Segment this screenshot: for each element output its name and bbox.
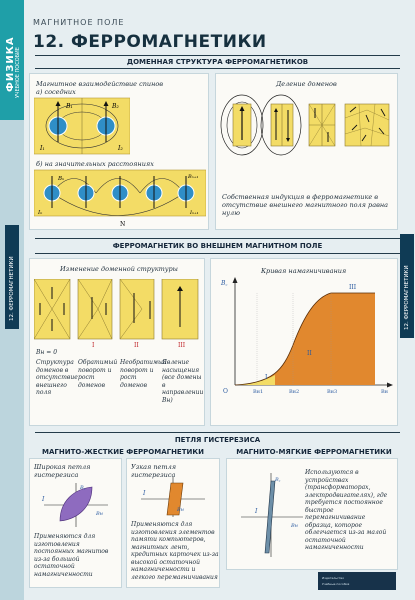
left-tab-label: 12. ФЕРРОМАГНЕТИКИ bbox=[9, 256, 15, 321]
domain-change-panel bbox=[29, 258, 205, 426]
svg-text:Bн1: Bн1 bbox=[253, 389, 264, 395]
stage-description-1: Обратимый поворот и рост доменов bbox=[78, 359, 118, 389]
section-title-external-field: ФЕРРОМАГНЕТИК ВО ВНЕШНЕМ МАГНИТНОМ ПОЛЕ bbox=[112, 242, 323, 250]
svg-text:Bн: Bн bbox=[177, 507, 184, 513]
division-caption: Деление доменов bbox=[276, 80, 337, 88]
right-section-tab bbox=[400, 234, 414, 338]
magnetization-curve-panel bbox=[210, 258, 398, 426]
section-title-domain: ДОМЕННАЯ СТРУКТУРА ФЕРРОМАГНЕТИКОВ bbox=[126, 58, 309, 66]
svg-text:B꜀: B꜀ bbox=[80, 485, 86, 491]
domain-change-diagram bbox=[34, 279, 202, 351]
hard-ferromagnets-title: МАГНИТО-ЖЕСТКИЕ ФЕРРОМАГНЕТИКИ bbox=[42, 448, 204, 456]
page-title: 12. ФЕРРОМАГНЕТИКИ bbox=[33, 32, 267, 52]
right-tab-label: 12. ФЕРРОМАГНЕТИКИ bbox=[404, 265, 410, 330]
svg-text:Iₙ₊₁: Iₙ₊₁ bbox=[190, 210, 199, 216]
wide-loop-diagram bbox=[40, 481, 112, 533]
svg-text:Bн: Bн bbox=[96, 511, 103, 517]
change-caption: Изменение доменной структуры bbox=[60, 265, 178, 273]
svg-text:II: II bbox=[307, 350, 312, 357]
field-label-0: Bн = 0 bbox=[36, 349, 58, 356]
wide-loop-caption: Широкая петля гистерезиса bbox=[34, 463, 91, 480]
wide-loop-text: Применяются для изготовления постоянных магнитов из-за большой остаточной намагниченности bbox=[34, 533, 109, 578]
page-subtitle: МАГНИТНОЕ ПОЛЕ bbox=[33, 18, 125, 27]
svg-text:III: III bbox=[349, 284, 357, 291]
svg-text:I: I bbox=[92, 342, 95, 347]
spin-neighbors-diagram bbox=[34, 96, 130, 162]
svg-text:B꜀: B꜀ bbox=[221, 280, 228, 287]
soft-panel bbox=[226, 458, 398, 570]
spin-caption: Магнитное взаимодействие спинов bbox=[36, 80, 164, 88]
soft-text: Используются в устройствах (трансформаторах, электродвигателях), где требуется постоянное быстрое перемагничивание образца, которое облегчается из-за малой остаточной намагниченности bbox=[305, 469, 388, 551]
far-caption: б) на значительных расстояниях bbox=[36, 160, 154, 168]
svg-text:N: N bbox=[120, 221, 126, 228]
svg-text:B₁: B₁ bbox=[66, 103, 73, 110]
svg-text:B₂: B₂ bbox=[112, 103, 119, 110]
spin-far-diagram bbox=[34, 168, 206, 232]
domain-division-diagram bbox=[219, 90, 397, 164]
svg-text:I: I bbox=[42, 496, 45, 503]
neighbors-caption: а) соседних bbox=[36, 88, 76, 96]
footer-line-1: Учебные пособия bbox=[322, 582, 350, 586]
svg-text:Bн2: Bн2 bbox=[289, 389, 300, 395]
narrow-loop-panel bbox=[126, 458, 220, 588]
footer-line-0: Издательство bbox=[322, 576, 345, 580]
section-rule bbox=[35, 55, 400, 56]
narrow-loop-text: Применяются для изготовления элементов памяти компьютеров, магнитных лент, кредитных карточек из-за высокой остаточной намагниченности и легкого перемагничивания bbox=[131, 521, 219, 581]
left-section-tab bbox=[5, 225, 19, 329]
spin-panel bbox=[29, 73, 209, 230]
narrow-loop-diagram bbox=[137, 475, 209, 523]
svg-text:I₁: I₁ bbox=[40, 145, 45, 152]
publisher-footer bbox=[318, 572, 396, 590]
svg-text:I₂: I₂ bbox=[118, 145, 123, 152]
section-rule bbox=[35, 68, 400, 69]
svg-text:Bн: Bн bbox=[291, 523, 298, 529]
self-induction-text: Собственная индукция в ферромагнетике в отсутствие внешнего магнитного поля равна нулю bbox=[222, 193, 389, 218]
narrow-loop-caption: Узкая петля гистерезиса bbox=[131, 463, 177, 480]
stage-description-0: Структура доменов в отсутствие внешнего поля bbox=[36, 359, 78, 396]
brand-subtitle: УЧЕБНОЕ ПОСОБИЕ bbox=[15, 47, 21, 98]
domain-division-panel bbox=[215, 73, 398, 230]
svg-text:O: O bbox=[223, 388, 228, 395]
section-rule bbox=[35, 432, 400, 433]
svg-text:I: I bbox=[255, 508, 258, 515]
svg-text:III: III bbox=[178, 342, 186, 347]
svg-text:II: II bbox=[134, 342, 139, 347]
soft-loop-diagram bbox=[237, 469, 307, 563]
curve-title: Кривая намагничивания bbox=[261, 267, 347, 275]
brand-block bbox=[0, 0, 24, 120]
svg-text:Bₙ: Bₙ bbox=[58, 176, 65, 182]
soft-ferromagnets-title: МАГНИТО-МЯГКИЕ ФЕРРОМАГНЕТИКИ bbox=[236, 448, 392, 456]
svg-text:B꜀: B꜀ bbox=[275, 477, 281, 483]
brand-title: ФИЗИКА bbox=[5, 36, 16, 92]
svg-text:Iₙ: Iₙ bbox=[38, 210, 43, 216]
magnetization-curve-chart bbox=[213, 275, 395, 399]
svg-text:I: I bbox=[265, 374, 268, 381]
svg-text:Bₙ₊₁: Bₙ₊₁ bbox=[188, 174, 199, 180]
svg-text:Bн3: Bн3 bbox=[327, 389, 338, 395]
svg-text:Bн: Bн bbox=[381, 389, 389, 395]
stage-description-3: Явление насыщения (все домены в направлении Bн) bbox=[162, 359, 204, 404]
stage-description-2: Необратимый поворот и рост доменов bbox=[120, 359, 167, 389]
svg-text:I: I bbox=[143, 490, 146, 497]
section-rule bbox=[35, 253, 400, 254]
section-title-hysteresis: ПЕТЛЯ ГИСТЕРЕЗИСА bbox=[174, 436, 261, 444]
wide-loop-panel bbox=[29, 458, 122, 588]
section-rule bbox=[35, 238, 400, 239]
